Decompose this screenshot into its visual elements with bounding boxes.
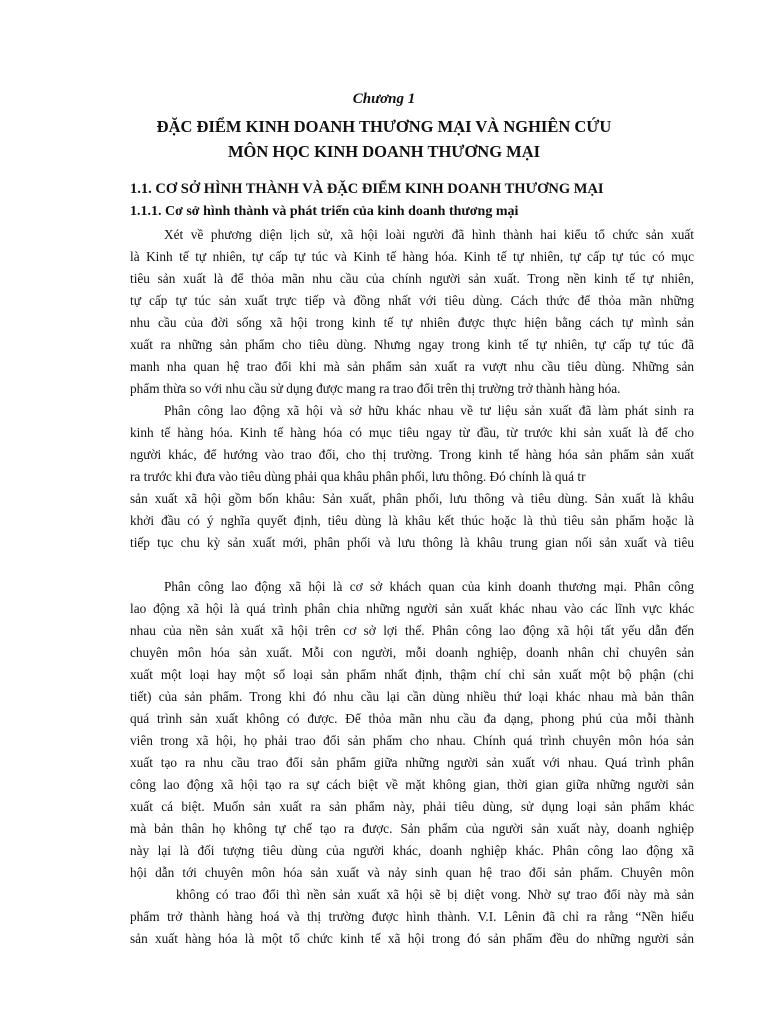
paragraph-line: mà bản thân họ không tự chế tạo ra được. Sản phẩm của người sản xuất này, doanh nghiệp — [130, 821, 694, 836]
paragraph-line: sản xuất xã hội gồm bốn khâu: Sản xuất, phân phối, lưu thông và tiêu dùng. Sản xuất là khâu — [130, 491, 694, 506]
paragraph-line: Xét về phương diện lịch sử, xã hội loài người đã hình thành hai kiểu tổ chức sản xuất — [164, 227, 694, 242]
paragraph-line: người khác, để hướng vào trao đổi, cho thị trường. Trong kinh tế hàng hóa sản phẩm sản xuất — [130, 447, 694, 462]
paragraph-line: là Kinh tế tự nhiên, tự cấp tự túc và Kinh tế hàng hóa. Kinh tế tự nhiên, tự cấp tự túc có mục — [130, 249, 694, 264]
paragraph-line: chuyên môn hóa sản xuất. Mỗi con người, mỗi doanh nghiệp, doanh nhân chỉ chuyên sản — [130, 645, 694, 660]
paragraph-line: kinh tế hàng hóa. Kinh tế hàng hóa có mục tiêu ngay từ đầu, từ trước khi sản xuất là để cho — [130, 425, 694, 440]
chapter-title-line-1: ĐẶC ĐIỂM KINH DOANH THƯƠNG MẠI VÀ NGHIÊN CỨU — [156, 117, 612, 136]
paragraph-line: xuất cá biệt. Muốn sản xuất ra sản phẩm này, phải tiêu dùng, sử dụng loại sản phẩm khác — [130, 799, 694, 814]
paragraph-line: công lao động xã hội tạo ra sự cách biệt về mặt không gian, thời gian giữa những người sản — [130, 777, 694, 792]
paragraph-line: nhau của nền sản xuất xã hội trên cơ sở lợi thế. Phân công lao động xã hội tất yếu dẫn đến — [130, 623, 694, 638]
paragraph-line: tiếp tục chu kỳ sản xuất mới, phân phối và lưu thông là khâu trung gian nối sản xuất và tiêu — [130, 535, 694, 550]
paragraph-line: xuất ra những sản phẩm cho tiêu dùng. Nhưng ngay trong kinh tế tự nhiên, tự cấp tự túc đã — [130, 337, 694, 352]
paragraph-line: Phân công lao động xã hội và sở hữu khác nhau về tư liệu sản xuất đã làm phát sinh ra — [164, 403, 694, 418]
paragraph-line: nhu cầu của đời sống xã hội trong kinh tế tự nhiên được thực hiện bằng cách tự mình sản — [130, 315, 694, 330]
paragraph-line: không có trao đổi thì nền sản xuất xã hội sẽ bị diệt vong. Nhờ sự trao đổi này mà sản — [176, 887, 694, 902]
subsection-heading: 1.1.1. Cơ sở hình thành và phát triển của kinh doanh thương mại — [130, 204, 519, 219]
paragraph-line: sản xuất hàng hóa là một tổ chức kinh tế xã hội trong đó sản phẩm đều do những người sản — [130, 931, 694, 946]
paragraph-line: tiết) của sản phẩm. Trong khi đó nhu cầu lại cần dùng nhiều thứ loại khác nhau mà bản thân — [130, 689, 694, 704]
paragraph-line: quá trình sản xuất không có được. Để thỏa mãn nhu cầu đa dạng, phong phú của mỗi thành — [130, 711, 694, 726]
paragraph-line: xuất một loại hay một số loại sản phẩm nhất định, thậm chí chỉ sản xuất một bộ phận (chi — [130, 667, 694, 682]
section-heading: 1.1. CƠ SỞ HÌNH THÀNH VÀ ĐẶC ĐIỂM KINH DOANH THƯƠNG MẠI — [130, 181, 604, 197]
paragraph-line: ra trước khi đưa vào tiêu dùng phải qua khâu phân phối, lưu thông. Đó chính là quá tr — [130, 469, 586, 484]
paragraph-line: tự cấp tự túc sản xuất trực tiếp và đồng nhất với tiêu dùng. Cách thức để thỏa mãn những — [130, 293, 694, 308]
paragraph-line: tiêu sản xuất là để thỏa mãn nhu cầu của chính người sản xuất. Trong nền kinh tế tự nhiên, — [130, 271, 694, 286]
chapter-title-line-2: MÔN HỌC KINH DOANH THƯƠNG MẠI — [227, 142, 541, 161]
paragraph-line: Phân công lao động xã hội là cơ sở khách quan của kinh doanh thương mại. Phân công — [164, 579, 694, 594]
paragraph-line: lao động xã hội là quá trình phân chia những người sản xuất khác nhau vào các lĩnh vực khác — [130, 601, 694, 616]
paragraph-line: phẩm thừa so với nhu cầu sử dụng được mang ra trao đổi trên thị trường trở thành hàng hóa. — [130, 381, 621, 396]
paragraph-line: manh nha quan hệ trao đổi khi mà sản phẩm sản xuất ra vượt nhu cầu tiêu dùng. Những sản — [130, 359, 694, 374]
paragraph-line: phẩm trở thành hàng hoá và thị trường được hình thành. V.I. Lênin đã chỉ ra rằng “Nền hiểu — [130, 909, 694, 924]
paragraph-line: hội dẫn tới chuyên môn hóa sản xuất và nảy sinh quan hệ trao đổi sản phẩm. Chuyên môn — [130, 865, 694, 880]
paragraph-line: xuất tạo ra nhu cầu trao đổi sản phẩm giữa những người sản xuất với nhau. Quá trình phân — [130, 755, 694, 770]
paragraph-line: này lại là đối tượng tiêu dùng của người khác, doanh nghiệp khác. Phân công lao động xã — [130, 843, 694, 858]
chapter-label: Chương 1 — [352, 91, 416, 107]
paragraph-line: viên trong xã hội, họ phải trao đổi sản phẩm cho nhau. Chính quá trình chuyên môn hóa sản — [130, 733, 694, 748]
paragraph-line: khởi đầu có ý nghĩa quyết định, tiêu dùng là khâu kết thúc hoặc là thủ tiêu sản phẩm hoặc là — [130, 513, 694, 528]
